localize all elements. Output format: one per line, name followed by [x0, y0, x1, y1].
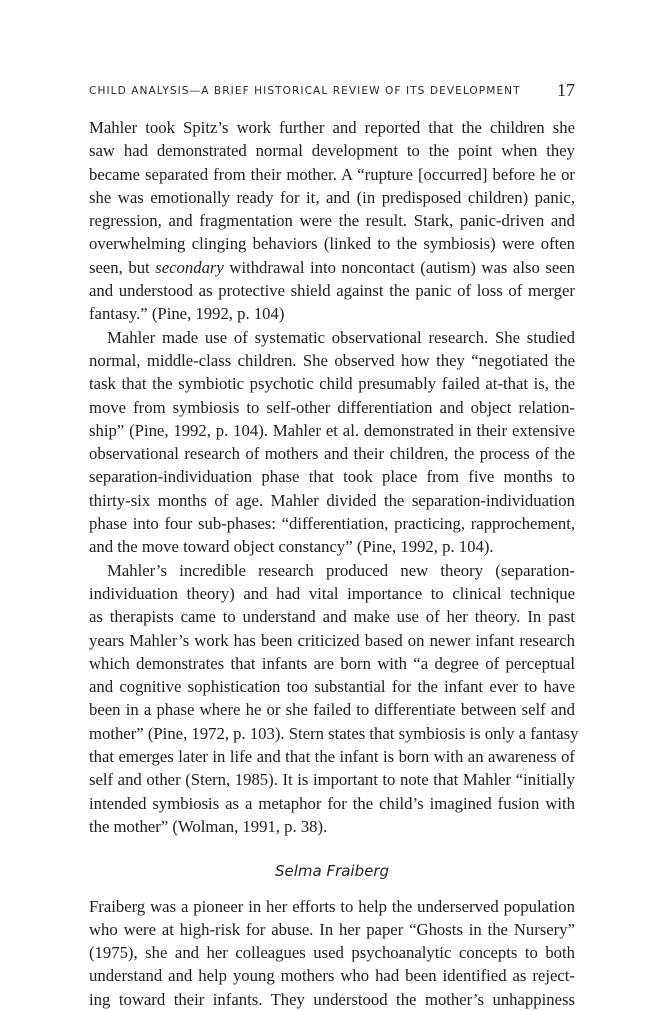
- text-line: understand and help young mothers who had been identified as reject-: [89, 966, 575, 986]
- text-line: separation-individuation phase that took place from five months to: [89, 467, 575, 487]
- text-line: as therapists came to understand and make use of her theory. In past: [89, 607, 575, 627]
- text-line: mother” (Pine, 1972, p. 103). Stern states that symbiosis is only a fantasy: [89, 723, 579, 743]
- text-run: seen, but: [89, 257, 156, 277]
- text-line: intended symbiosis as a metaphor for the child’s imagined fusion with: [89, 793, 575, 813]
- text-line: who were at high-risk for abuse. In her paper “Ghosts in the Nursery”: [89, 919, 575, 939]
- text-run: withdrawal into noncontact (autism) was also seen: [223, 257, 575, 277]
- paragraph-1: [89, 116, 575, 326]
- text-line: regression, and fragmentation were the result. Stark, panic-driven and: [89, 211, 575, 231]
- text-line: Mahler’s incredible research produced new theory (separation-: [107, 560, 575, 580]
- text-line: that emerges later in life and that the infant is born with an awareness of: [89, 747, 575, 767]
- text-line: which demonstrates that infants are born with “a degree of perceptual: [89, 653, 575, 673]
- body-text: [89, 116, 579, 1011]
- text-line: she was emotionally ready for it, and (in predisposed children) panic,: [89, 187, 575, 207]
- text-line: individuation theory) and had vital importance to clinical technique: [89, 583, 575, 603]
- text-line: [89, 256, 575, 279]
- text-line: became separated from their mother. A “rupture [occurred] before he or: [89, 164, 575, 184]
- text-line: thirty-six months of age. Mahler divided the separation-individuation: [89, 490, 575, 510]
- text-line: and the move toward object constancy” (Pine, 1992, p. 104).: [89, 537, 494, 557]
- text-line: phase into four sub-phases: “differentiation, practicing, rapprochement,: [89, 514, 575, 534]
- text-line: normal, middle-class children. She observed how they “negotiated the: [89, 350, 575, 370]
- text-line: the mother” (Wolman, 1991, p. 38).: [89, 816, 328, 836]
- running-header: [89, 80, 575, 102]
- running-title: CHILD ANALYSIS—A BRIEF HISTORICAL REVIEW OF ITS DEVELOPMENT: [89, 85, 521, 97]
- text-line: move from symbiosis to self-other differentiation and object relation-: [89, 397, 575, 417]
- paragraph-4: [89, 895, 575, 1011]
- emphasis-text: secondary: [155, 257, 224, 277]
- text-line: been in a phase where he or she failed to differentiate between self and: [89, 700, 575, 720]
- text-line: and understood as protective shield against the panic of loss of merger: [89, 281, 575, 301]
- text-line: years Mahler’s work has been criticized based on newer infant research: [89, 630, 575, 650]
- text-line: self and other (Stern, 1985). It is important to note that Mahler “initially: [89, 770, 575, 790]
- text-line: and cognitive sophistication too substantial for the infant ever to have: [89, 677, 575, 697]
- text-line: ship” (Pine, 1992, p. 104). Mahler et al. demonstrated in their extensive: [89, 420, 575, 440]
- text-line: overwhelming clinging behaviors (linked to the symbiosis) were often: [89, 234, 575, 254]
- text-line: Mahler took Spitz’s work further and reported that the children she: [89, 118, 575, 137]
- text-line: Mahler made use of systematic observational research. She studied: [107, 327, 575, 347]
- text-line: task that the symbiotic psychotic child presumably failed at-that is, the: [89, 374, 575, 394]
- paragraph-3: [89, 559, 579, 839]
- text-line: (1975), she and her colleagues used psychoanalytic concepts to both: [89, 943, 575, 963]
- section-heading: Selma Fraiberg: [274, 862, 390, 881]
- text-line: fantasy.” (Pine, 1992, p. 104): [89, 304, 285, 324]
- paragraph-2: [89, 326, 575, 559]
- text-line: ing toward their infants. They understood the mother’s unhappiness: [89, 989, 575, 1009]
- page-number: 17: [557, 80, 575, 100]
- text-line: saw had demonstrated normal development to the point when they: [89, 141, 575, 161]
- text-line: Fraiberg was a pioneer in her efforts to help the underserved population: [89, 896, 575, 916]
- text-line: observational research of mothers and their children, the process of the: [89, 444, 575, 464]
